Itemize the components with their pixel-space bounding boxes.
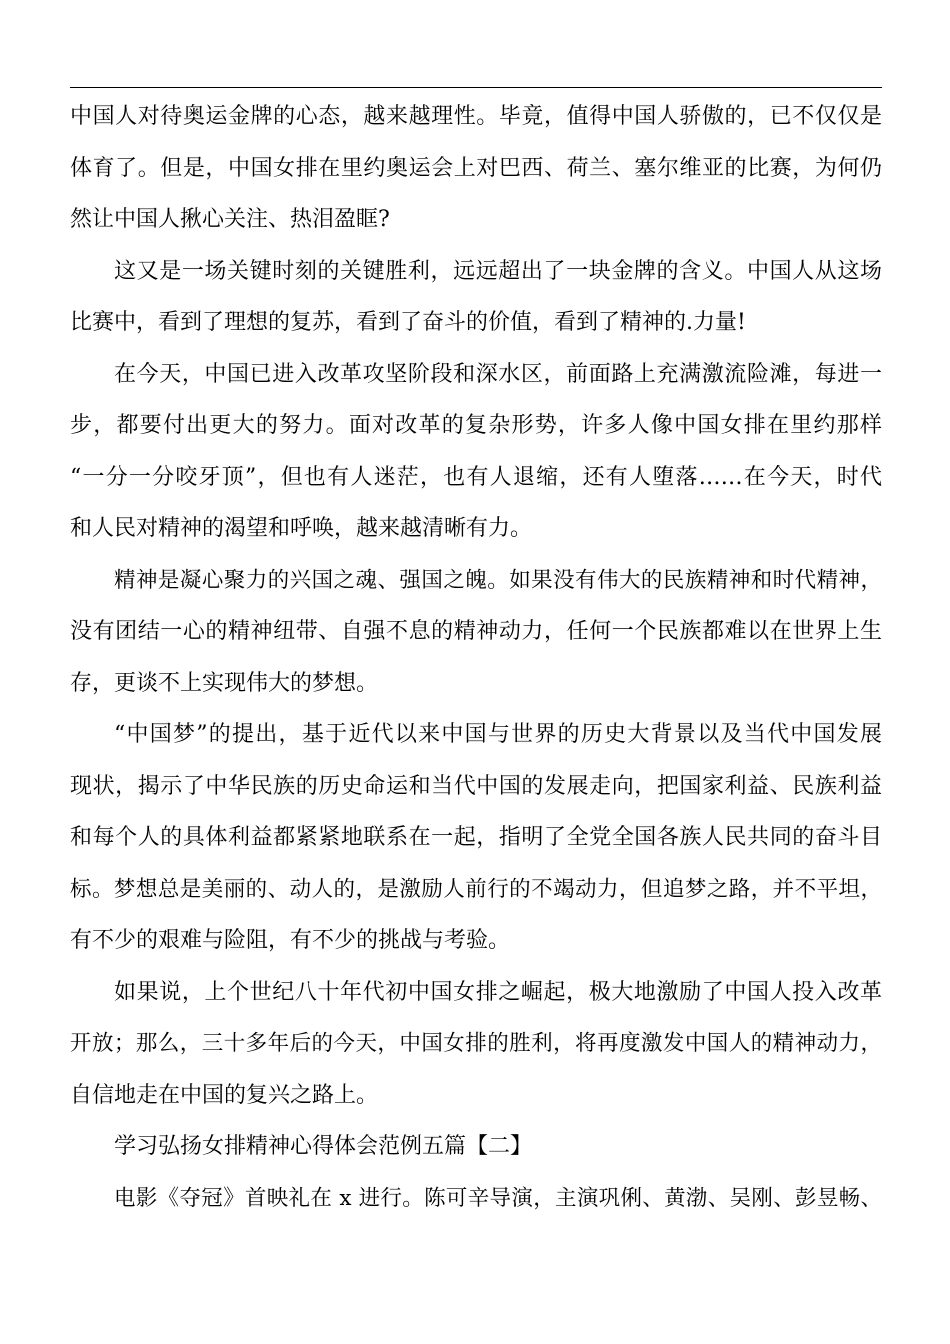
- text-line: 开放；那么，三十多年后的今天，中国女排的胜利，将再度激发中国人的精神动力，: [70, 1031, 882, 1056]
- paragraph-2: [70, 246, 882, 349]
- text-line: 存，更谈不上实现伟大的梦想。: [70, 670, 379, 696]
- text-line: 中国人对待奥运金牌的心态，越来越理性。毕竟，值得中国人骄傲的，已不仅仅是: [70, 104, 882, 129]
- header-rule: [70, 87, 882, 88]
- paragraph-6: [70, 967, 882, 1122]
- text-line: “一分一分咬牙顶”，但也有人迷茫，也有人退缩，还有人堕落……在今天，时代: [70, 464, 882, 490]
- text-line: 如果说，上个世纪八十年代初中国女排之崛起，极大地激励了中国人投入改革: [114, 979, 882, 1005]
- paragraph-7: [70, 1173, 882, 1225]
- text-line: 和人民对精神的渴望和呼唤，越来越清晰有力。: [70, 516, 533, 541]
- paragraph-1: [70, 91, 882, 246]
- text-line: 然让中国人揪心关注、热泪盈眶?: [70, 207, 390, 232]
- text-line: “中国梦”的提出，基于近代以来中国与世界的历史大背景以及当代中国发展: [114, 722, 882, 747]
- text-line: 现状，揭示了中华民族的历史命运和当代中国的发展走向，把国家利益、民族利益: [70, 773, 882, 799]
- text-line: 自信地走在中国的复兴之路上。: [70, 1082, 379, 1108]
- text-line: 精神是凝心聚力的兴国之魂、强国之魄。如果没有伟大的民族精神和时代精神，: [114, 567, 882, 593]
- paragraph-3: [70, 349, 882, 555]
- text-line: 体育了。但是，中国女排在里约奥运会上对巴西、荷兰、塞尔维亚的比赛，为何仍: [70, 155, 882, 181]
- text-line: 电影《夺冠》首映礼在 x 进行。陈可辛导演，主演巩俐、黄渤、吴刚、彭昱畅、: [114, 1185, 882, 1211]
- document-body: [70, 91, 882, 1224]
- text-line: 没有团结一心的精神纽带、自强不息的精神动力，任何一个民族都难以在世界上生: [70, 619, 882, 644]
- text-line: 和每个人的具体利益都紧紧地联系在一起，指明了全党全国各族人民共同的奋斗目: [70, 825, 882, 850]
- text-line: 步，都要付出更大的努力。面对改革的复杂形势，许多人像中国女排在里约那样: [70, 413, 882, 438]
- text-line: 比赛中，看到了理想的复苏，看到了奋斗的价值，看到了精神的.力量!: [70, 310, 746, 335]
- text-line: 这又是一场关键时刻的关键胜利，远远超出了一块金牌的含义。中国人从这场: [114, 258, 882, 284]
- text-line: 有不少的艰难与险阻，有不少的挑战与考验。: [70, 928, 511, 953]
- text-line: 标。梦想总是美丽的、动人的，是激励人前行的不竭动力，但追梦之路，并不平坦，: [70, 876, 882, 902]
- section-heading: [70, 1121, 882, 1173]
- heading-line: 学习弘扬女排精神心得体会范例五篇【二】: [114, 1134, 533, 1159]
- paragraph-5: [70, 709, 882, 967]
- text-line: 在今天，中国已进入改革攻坚阶段和深水区，前面路上充满激流险滩，每进一: [114, 361, 882, 387]
- paragraph-4: [70, 555, 882, 710]
